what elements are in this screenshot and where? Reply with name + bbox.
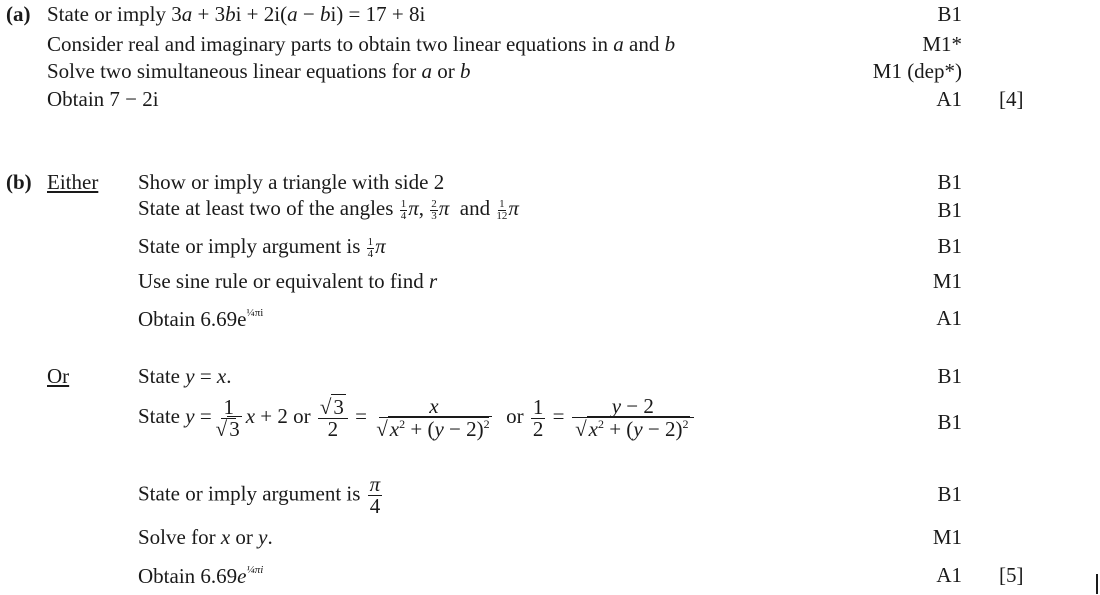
line-text: Obtain xyxy=(138,307,201,331)
part-a-label: (a) xyxy=(6,2,31,26)
or-word: or xyxy=(506,403,524,428)
mark-or-4: M1 xyxy=(932,525,962,549)
total-a: [4] xyxy=(999,87,1024,111)
mark-either-4: M1 xyxy=(932,269,962,293)
either-line-1: Show or imply a triangle with side 2 xyxy=(138,170,445,194)
line-text: Obtain xyxy=(138,564,201,588)
answer: 7 − 2i xyxy=(109,87,159,111)
and-word: and xyxy=(459,196,491,220)
mark-or-3: B1 xyxy=(937,482,962,506)
or-line-5: Obtain $6.69e^{\frac{1}{4}\pi i}$ xyxy=(138,564,264,588)
or-label: Or xyxy=(47,364,70,388)
either-line-4: Use sine rule or equivalent to find r xyxy=(138,269,438,293)
line-text: State or imply argument is xyxy=(138,234,366,258)
line-text: State or imply xyxy=(47,2,172,26)
or-line-2: State y = $\frac{1}{√3}$ x + 2 or $\frac{√3}{2}$ = $\frac{x}{√x^2 + (y - 2)^2}$ or $\frac{1}{2}$ = $\frac{y - 2}{√x^2 + (y - 2)^2}$ xyxy=(138,396,696,440)
line-text: State xyxy=(138,364,186,388)
or-line-3: State or imply argument is $\frac{\pi}{4}$ xyxy=(138,472,381,518)
part-a-line-2: Consider real and imaginary parts to obtain two linear equations in a and b xyxy=(47,32,676,56)
either-label: Either xyxy=(47,170,99,194)
mark-either-1: B1 xyxy=(937,170,962,194)
part-b-label: (b) xyxy=(6,170,32,194)
mark-a-1: B1 xyxy=(937,2,962,26)
mark-a-3: M1 (dep*) xyxy=(872,59,962,83)
line-text: State or imply argument is xyxy=(138,481,366,506)
line-text: State at least two of the angles xyxy=(138,196,399,220)
mark-or-1: B1 xyxy=(937,364,962,388)
part-a-line-4 xyxy=(47,89,159,110)
text-cursor xyxy=(1096,574,1098,594)
mark-or-2: B1 xyxy=(937,410,962,434)
line-text: State xyxy=(138,403,186,428)
mark-either-5: A1 xyxy=(936,306,962,330)
line-text: Consider real and imaginary parts to obtain two linear equations in xyxy=(47,32,614,56)
part-a-line-1 xyxy=(47,4,425,25)
line-text: Solve for xyxy=(138,525,221,549)
or-line-4: Solve for x or y. xyxy=(138,525,273,549)
line-text: Use sine rule or equivalent to find xyxy=(138,269,430,293)
line-text: Obtain xyxy=(47,87,110,111)
total-b: [5] xyxy=(999,563,1024,587)
mark-or-5: A1 xyxy=(936,563,962,587)
part-a-line-3: Solve two simultaneous linear equations for a or b xyxy=(47,59,471,83)
line-text: Solve two simultaneous linear equations for xyxy=(47,59,422,83)
mark-a-2: M1* xyxy=(922,32,962,56)
mark-a-4: A1 xyxy=(936,87,962,111)
either-line-2: State at least two of the angles $\frac{1}{4}$ π, $\frac{2}{3}$ π and $\frac{1}{12}$ π xyxy=(138,196,519,222)
mark-either-2: B1 xyxy=(937,198,962,222)
equation: 3a + 3bi + 2i(a − bi) = 17 + 8i xyxy=(171,2,426,26)
either-line-5: Obtain $6.69e^{\frac{1}{4}\pi i}$ xyxy=(138,307,264,331)
either-line-3: State or imply argument is $\frac{1}{4}$ π xyxy=(138,234,386,260)
mark-either-3: B1 xyxy=(937,234,962,258)
or-word: or xyxy=(293,403,311,428)
or-line-1: State y = x. xyxy=(138,364,232,388)
